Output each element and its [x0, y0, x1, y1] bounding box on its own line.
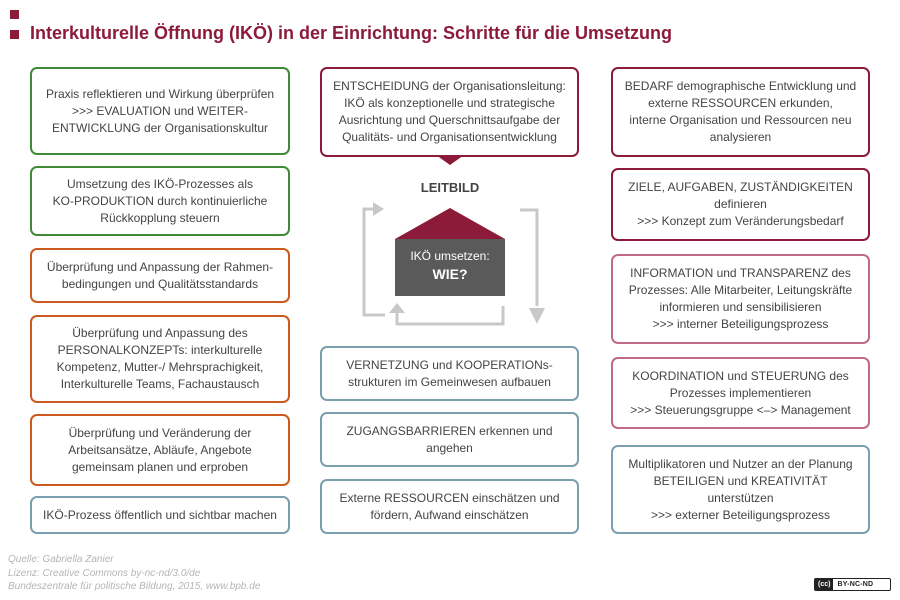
step-zugangsbarrieren: ZUGANGSBARRIEREN erkennen und angehen: [320, 412, 579, 467]
step-koordination: KOORDINATION und STEUERUNG des Prozesses implementieren >>> Steuerungsgruppe <–> Management: [611, 357, 870, 429]
header-bullet-small: [10, 10, 19, 19]
source-line-license: Lizenz: Creative Commons by-nc-nd/3.0/de: [8, 567, 201, 579]
cc-license-badge: [814, 578, 891, 591]
header-bullet: [10, 30, 19, 39]
cycle-arrowhead-right: [529, 308, 545, 324]
step-entscheidung: ENTSCHEIDUNG der Organisationsleitung: IKÖ als konzeptionelle und strategische Ausrichtung und Querschnittsaufgabe der Qualitäts- und Organisationsentwicklung: [320, 67, 579, 157]
step-externe-ressourcen: Externe RESSOURCEN einschätzen und fördern, Aufwand einschätzen: [320, 479, 579, 534]
cycle-arrow-left: [364, 209, 385, 315]
step-rahmenbedingungen: Überprüfung und Anpassung der Rahmen- bedingungen und Qualitätsstandards: [30, 248, 290, 303]
step-oeffentlich: IKÖ-Prozess öffentlich und sichtbar machen: [30, 496, 290, 534]
step-arbeitsansaetze: Überprüfung und Veränderung der Arbeitsansätze, Abläufe, Angebote gemeinsam planen und erproben: [30, 414, 290, 486]
step-ko-produktion: Umsetzung des IKÖ-Prozesses als KO-PRODUKTION durch kontinuierliche Rückkopplung steuern: [30, 166, 290, 236]
cycle-arrow-right: [520, 210, 537, 306]
step-ziele: ZIELE, AUFGABEN, ZUSTÄNDIGKEITEN definieren >>> Konzept zum Veränderungsbedarf: [611, 168, 870, 241]
step-beteiligen: Multiplikatoren und Nutzer an der Planung BETEILIGEN und KREATIVITÄT unterstützen >>> externer Beteiligungsprozess: [611, 445, 870, 534]
page-title: Interkulturelle Öffnung (IKÖ) in der Einrichtung: Schritte für die Umsetzung: [30, 23, 673, 43]
cc-logo-icon: (cc): [815, 579, 833, 590]
house-line2: WIE?: [432, 266, 468, 282]
house-roof-icon: [395, 208, 505, 239]
cycle-arrowhead-left: [373, 202, 384, 216]
step-personalkonzept: Überprüfung und Anpassung des PERSONALKONZEPTs: interkulturelle Kompetenz, Mutter-/ Mehrsprachigkeit, Interkulturelle Teams, Fachaustausch: [30, 315, 290, 403]
source-credits: [8, 553, 260, 594]
step-information: INFORMATION und TRANSPARENZ des Prozesses: Alle Mitarbeiter, Leitungskräfte informieren und sensibilisieren >>> interner Beteiligungsprozess: [611, 254, 870, 344]
step-evaluation: Praxis reflektieren und Wirkung überprüfen >>> EVALUATION und WEITER- ENTWICKLUNG der Organisationskultur: [30, 67, 290, 155]
step-vernetzung: VERNETZUNG und KOOPERATIONs- strukturen im Gemeinwesen aufbauen: [320, 346, 579, 401]
step-bedarf: BEDARF demographische Entwicklung und externe RESSOURCEN erkunden, interne Organisation und Ressourcen neu analysieren: [611, 67, 870, 157]
cycle-arrowhead-bottom: [389, 303, 405, 313]
cycle-arrow-bottom: [397, 306, 503, 324]
cc-license-text: BY-NC-ND: [837, 581, 874, 588]
leitbild-label: LEITBILD: [420, 180, 480, 195]
source-line-author: Quelle: Gabriella Zanier: [8, 554, 114, 565]
house-line1: IKÖ umsetzen:: [410, 249, 490, 263]
source-line-publisher: Bundeszentrale für politische Bildung, 2015, www.bpb.de: [8, 581, 261, 592]
house-icon: [395, 239, 505, 296]
